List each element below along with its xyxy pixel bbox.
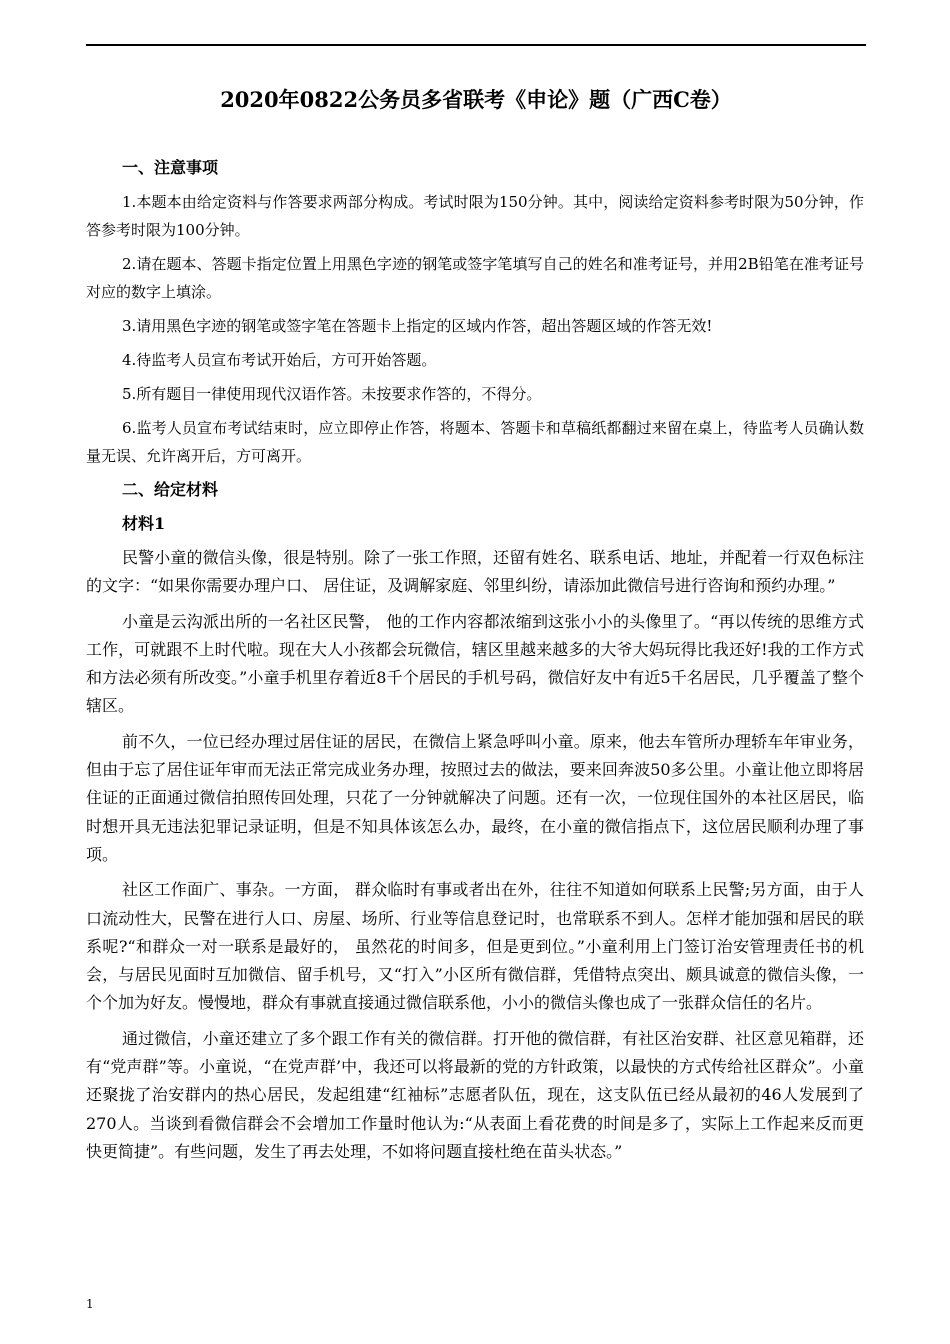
notice-item: 2.请在题本、答题卡指定位置上用黑色字迹的钢笔或签字笔填写自己的姓名和准考证号，并用2B铅笔在准考证号对应的数字上填涂。 [86,255,864,301]
document-title: 2020年0822公务员多省联考《申论》题（广西C卷） [220,87,732,112]
notice-item: 6.监考人员宣布考试结束时，应立即停止作答，将题本、答题卡和草稿纸都翻过来留在桌上，待监考人员确认数量无误、允许离开后，方可离开。 [86,419,864,465]
notice-item: 4.待监考人员宣布考试开始后，方可开始答题。 [122,351,437,369]
section-heading-materials: 二、给定材料 [122,480,219,499]
material-paragraph: 通过微信，小童还建立了多个跟工作有关的微信群。打开他的微信群，有社区治安群、社区意见箱群，还有“党声群”等。小童说，“在党声群’中，我还可以将最新的党的方针政策，以最快的方式传给社区群众”。小童还聚拢了治安群内的热心居民，发起组建“红袖标”志愿者队伍，现在，这支队伍已经从最初的46人发展到了270人。当谈到看微信群会不会增加工作量时他认为:“从表面上看花费的时间是多了，实际上工作起来反而更快更简捷”。有些问题，发生了再去处理，不如将问题直接杜绝在苗头状态。” [86,1028,864,1161]
page-number: 1 [86,1297,94,1311]
material-paragraph: 社区工作面广、事杂。一方面， 群众临时有事或者出在外，往往不知道如何联系上民警;另方面，由于人口流动性大，民警在进行人口、房屋、场所、行业等信息登记时，也常联系不到人。怎样才能加强和居民的联系呢?“和群众一对一联系是最好的， 虽然花的时间多，但是更到位。”小童利用上门签订治安管理责任书的机会，与居民见面时互加微信、留手机号，又“打入”小区所有微信群，凭借特点突出、颇具诚意的微信头像，一个个加为好友。慢慢地，群众有事就直接通过微信联系他，小小的微信头像也成了一张群众信任的名片。 [86,880,864,1013]
notice-item: 1.本题本由给定资料与作答要求两部分构成。考试时限为150分钟。其中，阅读给定资料参考时限为50分钟，作答参考时限为100分钟。 [86,193,864,239]
section-heading-notices: 一、注意事项 [122,158,219,177]
document-body [86,154,864,1173]
material-paragraph: 前不久，一位已经办理过居住证的居民，在微信上紧急呼叫小童。原来，他去车管所办理轿车年审业务，但由于忘了居住证年审而无法正常完成业务办理，按照过去的做法，要来回奔波50多公里。小童让他立即将居住证的正面通过微信拍照传回处理，只花了一分钟就解决了问题。还有一次，一位现住国外的本社区居民，临时想开具无违法犯罪记录证明，但是不知具体该怎么办，最终，在小童的微信指点下，这位居民顺利办理了事项。 [86,731,864,864]
material-heading: 材料1 [122,514,166,533]
notice-item: 3.请用黑色字迹的钢笔或签字笔在答题卡上指定的区域内作答，超出答题区域的作答无效! [122,317,713,335]
material-paragraph: 民警小童的微信头像，很是特别。除了一张工作照，还留有姓名、联系电话、地址，并配着一行双色标注的文字：“如果你需要办理户口、 居住证，及调解家庭、邻里纠纷，请添加此微信号进行咨询和预约办理。” [86,548,864,596]
notice-item: 5.所有题目一律使用现代汉语作答。未按要求作答的，不得分。 [122,385,542,403]
material-paragraph: 小童是云沟派出所的一名社区民警， 他的工作内容都浓缩到这张小小的头像里了。“再以传统的思维方式工作，可就跟不上时代啦。现在大人小孩都会玩微信，辖区里越来越多的大爷大妈玩得比我还好!我的工作方式和方法必须有所改变。”小童手机里存着近8千个居民的手机号码，微信好友中有近5千名居民，几乎覆盖了整个辖区。 [86,611,864,716]
header-rule [86,44,866,46]
